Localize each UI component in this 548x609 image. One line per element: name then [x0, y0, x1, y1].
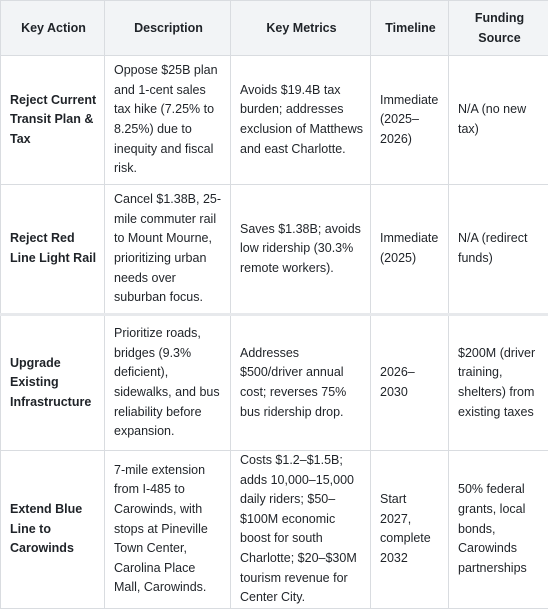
header-key-metrics: Key Metrics [231, 1, 371, 56]
cell-key-action: Reject Current Transit Plan & Tax [1, 56, 105, 185]
cell-key-metrics: Avoids $19.4B tax burden; addresses exclusion of Matthews and east Charlotte. [231, 56, 371, 185]
cell-funding-source: $200M (driver training, shelters) from existing taxes [449, 315, 548, 451]
cell-timeline: Immediate (2025–2026) [371, 56, 449, 185]
cell-description: Cancel $1.38B, 25-mile commuter rail to Mount Mourne, prioritizing urban needs over suburban focus. [105, 185, 231, 315]
cell-timeline: Start 2027, complete 2032 [371, 451, 449, 609]
table-header [1, 1, 548, 56]
header-description: Description [105, 1, 231, 56]
cell-funding-source: N/A (no new tax) [449, 56, 548, 185]
cell-description: Oppose $25B plan and 1-cent sales tax hike (7.25% to 8.25%) due to inequity and fiscal risk. [105, 56, 231, 185]
cell-key-metrics: Addresses $500/driver annual cost; reverses 75% bus ridership drop. [231, 315, 371, 451]
table-row [1, 56, 548, 185]
cell-key-action: Extend Blue Line to Carowinds [1, 451, 105, 609]
cell-funding-source: 50% federal grants, local bonds, Carowinds partnerships [449, 451, 548, 609]
header-funding-source: Funding Source [449, 1, 548, 56]
cell-key-metrics: Saves $1.38B; avoids low ridership (30.3% remote workers). [231, 185, 371, 315]
cell-key-action: Reject Red Line Light Rail [1, 185, 105, 315]
cell-description: Prioritize roads, bridges (9.3% deficient), sidewalks, and bus reliability before expansion. [105, 315, 231, 451]
header-row [1, 1, 548, 56]
cell-timeline: Immediate (2025) [371, 185, 449, 315]
cell-key-action: Upgrade Existing Infrastructure [1, 315, 105, 451]
table-body [1, 56, 548, 609]
table-row [1, 315, 548, 451]
table-row [1, 451, 548, 609]
table-row [1, 185, 548, 315]
header-timeline: Timeline [371, 1, 449, 56]
cell-key-metrics: Costs $1.2–$1.5B; adds 10,000–15,000 daily riders; $50–$100M economic boost for south Charlotte; $20–$30M tourism revenue for Center City. [231, 451, 371, 609]
cell-description: 7-mile extension from I-485 to Carowinds, with stops at Pineville Town Center, Carolina Place Mall, Carowinds. [105, 451, 231, 609]
cell-funding-source: N/A (redirect funds) [449, 185, 548, 315]
header-key-action: Key Action [1, 1, 105, 56]
cell-timeline: 2026–2030 [371, 315, 449, 451]
